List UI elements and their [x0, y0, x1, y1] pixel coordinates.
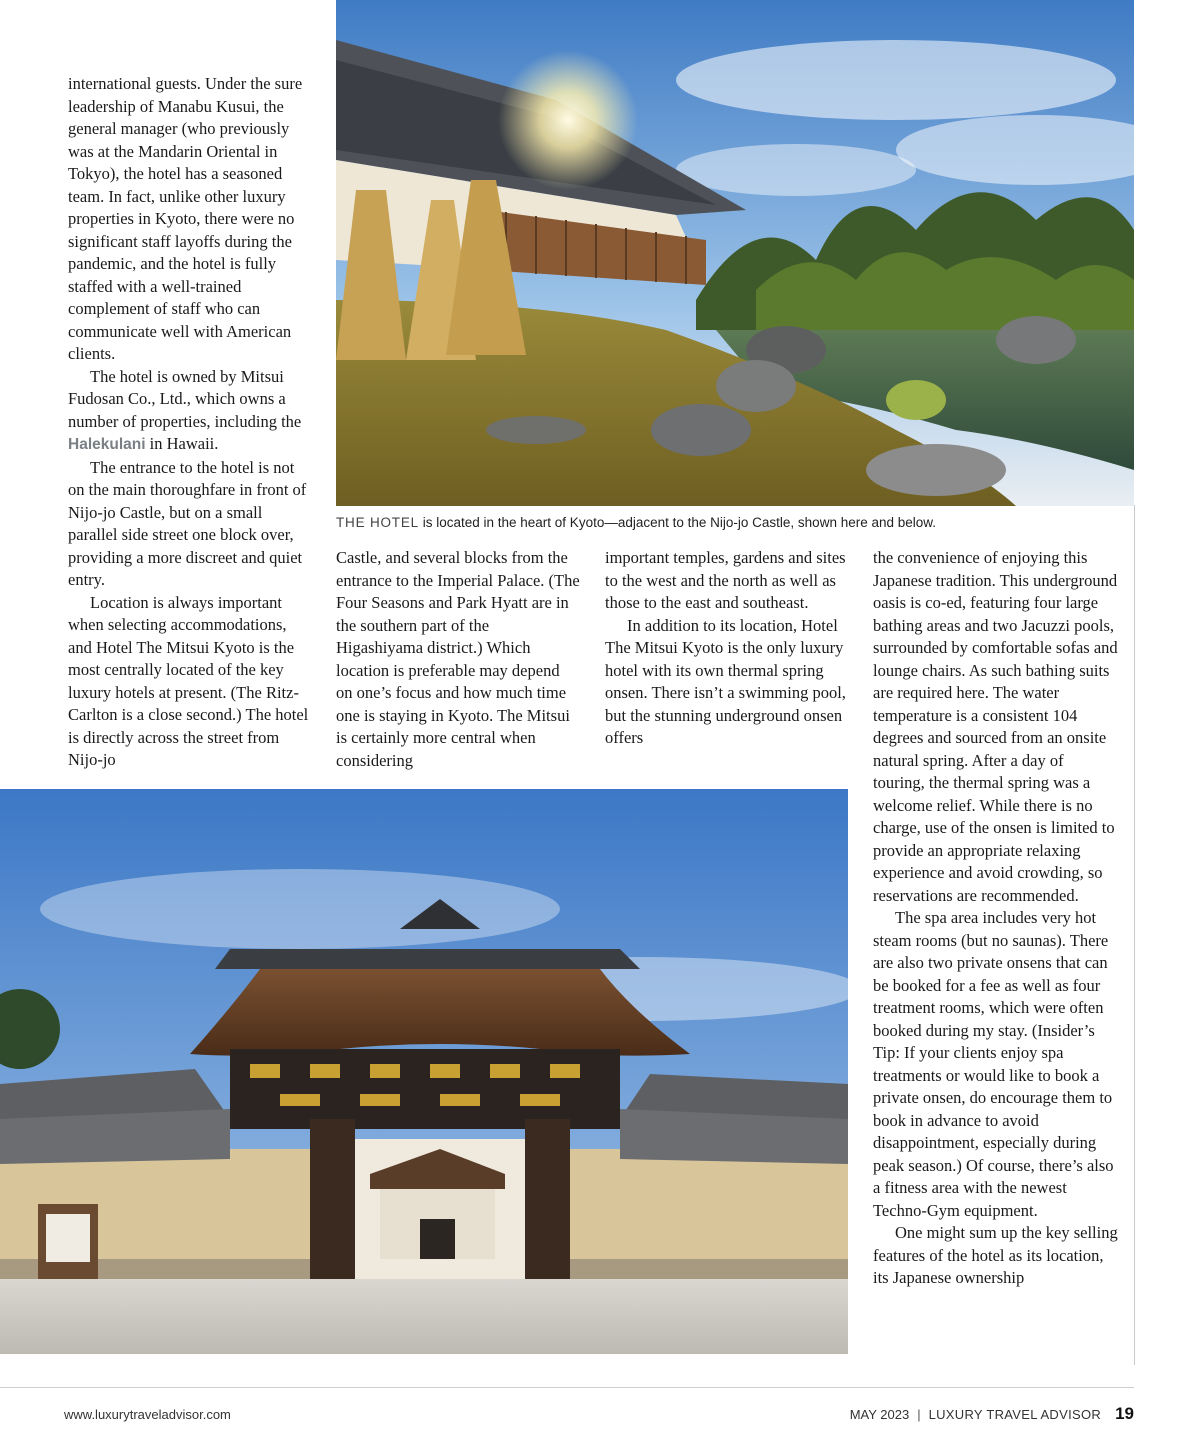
footer-rule	[0, 1387, 1134, 1388]
footer-url[interactable]: www.luxurytraveladvisor.com	[64, 1407, 231, 1422]
text-column-2	[336, 547, 580, 772]
paragraph: Location is always important when selecting accommodations, and Hotel The Mitsui Kyoto is the most centrally located of the key luxury hotels at present. (The Ritz-Carlton is a close second.) The hotel is directly across the street from Nijo-jo	[68, 592, 309, 769]
paragraph: international guests. Under the sure leadership of Manabu Kusui, the general manager (who previously was at the Mandarin Oriental in Tokyo), the hotel has a seasoned team. In fact, unlike other luxury properties in Kyoto, there were no significant staff layoffs during the pandemic, and the hotel is fully staffed with a well-trained complement of staff who can communicate well with American clients.	[68, 74, 303, 363]
issue-date: MAY 2023	[849, 1407, 910, 1422]
photo-caption	[336, 515, 1136, 530]
paragraph	[68, 366, 310, 457]
paragraph: the convenience of enjoying this Japanese tradition. This underground oasis is co-ed, featuring four large bathing areas and two Jacuzzi pools, surrounded by comfortable sofas and lounge chairs. As such bathing suits are required here. The water temperature is a consistent 104 degrees and sourced from an onsite natural spring. After a day of touring, the thermal spring was a welcome relief. While there is no charge, use of the onsen is limited to provide an appropriate relaxing experience and avoid crowding, so reservations are recommended.	[873, 548, 1118, 905]
publication-name: LUXURY TRAVEL ADVISOR	[928, 1407, 1102, 1422]
page-number: 19	[1115, 1404, 1134, 1423]
paragraph: Castle, and several blocks from the entrance to the Imperial Palace. (The Four Seasons and Park Hyatt are in the southern part of the Higashiyama district.) Which location is preferable may depend on one’s focus and how much time one is staying in Kyoto. The Mitsui is certainly more central when considering	[336, 548, 580, 770]
text-column-1	[68, 73, 310, 772]
footer-separator: |	[917, 1407, 921, 1422]
paragraph: important temples, gardens and sites to the west and the north as well as those to the east and southeast.	[605, 548, 846, 612]
text-column-4	[873, 547, 1119, 1290]
footer-info	[850, 1404, 1134, 1424]
paragraph-text: in Hawaii.	[145, 434, 219, 453]
halekulani-link[interactable]: Halekulani	[68, 436, 146, 453]
paragraph-text: The hotel is owned by Mitsui Fudosan Co., Ltd., which owns a number of properties, including the	[68, 366, 302, 431]
caption-lead: THE HOTEL	[336, 515, 419, 530]
vertical-rule	[1134, 505, 1135, 1365]
paragraph: The entrance to the hotel is not on the main thoroughfare in front of Nijo-jo Castle, but on a small parallel side street one block over, providing a more discreet and quiet entry.	[68, 457, 307, 589]
paragraph: The spa area includes very hot steam rooms (but no saunas). There are also two private onsens that can be booked for a fee as well as four treatment rooms, which were often booked during my stay. (Insider’s Tip: If your clients enjoy spa treatments or would like to book a private onsen, do encourage them to book in advance to avoid disappointment, especially during peak season.) Of course, there’s also a fitness area with the newest Techno-Gym equipment.	[873, 908, 1114, 1220]
paragraph: One might sum up the key selling features of the hotel as its location, its Japanese ownership	[873, 1223, 1118, 1287]
caption-text: is located in the heart of Kyoto—adjacent to the Nijo-jo Castle, shown here and below.	[418, 515, 937, 530]
paragraph: In addition to its location, Hotel The Mitsui Kyoto is the only luxury hotel with its own thermal spring onsen. There isn’t a swimming pool, but the stunning underground onsen offers	[605, 615, 846, 747]
garden-photo	[336, 0, 1134, 506]
text-column-3	[605, 547, 849, 750]
castle-gate-photo	[0, 789, 848, 1354]
